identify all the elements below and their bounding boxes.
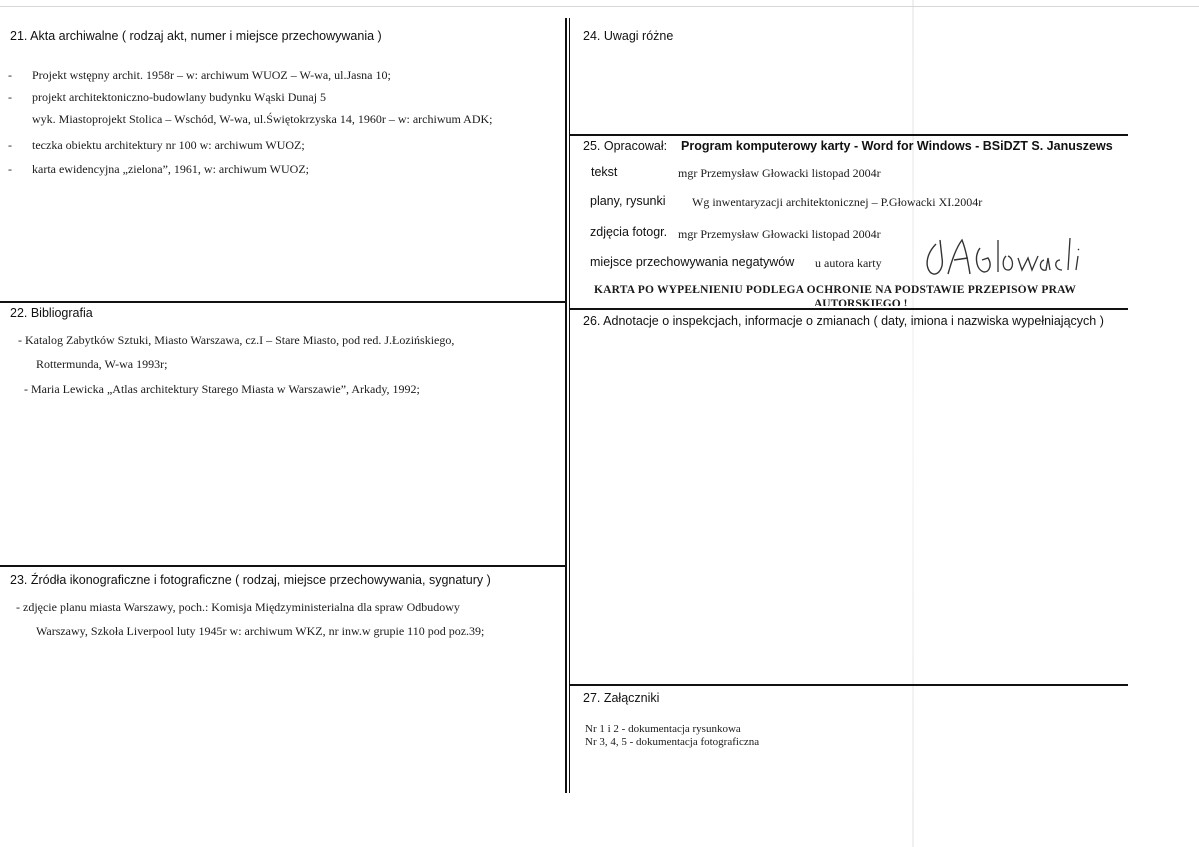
section-21-item: teczka obiektu architektury nr 100 w: archiwum WUOZ; [32,138,305,152]
copyright-notice [594,284,1128,306]
author-row-value: mgr Przemysław Głowacki listopad 2004r [678,166,881,180]
section-21-item: Projekt wstępny archit. 1958r – w: archiwum WUOZ – W-wa, ul.Jasna 10; [32,68,391,82]
section-26-title: 26. Adnotacje o inspekcjach, informacje o zmianach ( daty, imiona i nazwiska wypełniających ) [583,314,1104,328]
top-edge-line [0,6,1199,7]
program-info: Program komputerowy karty - Word for Windows - BSiDZT S. Januszews [681,139,1113,153]
bullet-dash: - [8,68,12,82]
bullet-dash: - [8,138,12,152]
section-22-item: - Maria Lewicka „Atlas architektury Starego Miasta w Warszawie”, Arkady, 1992; [24,382,420,396]
section-21-title: 21. Akta archiwalne ( rodzaj akt, numer i miejsce przechowywania ) [10,29,382,43]
plans-row-label: plany, rysunki [590,194,666,208]
bullet-dash: - [8,162,12,176]
section-21-item-continuation: wyk. Miastoprojekt Stolica – Wschód, W-wa, ul.Świętokrzyska 14, 1960r – w: archiwum ADK; [32,112,493,126]
section-25-top-rule [570,134,1128,136]
copyright-notice-line1: KARTA PO WYPEŁNIENIU PODLEGA OCHRONIE NA PODSTAWIE PRZEPISÓW PRAW [594,284,1077,296]
column-divider-line [565,18,567,793]
section-24-title: 24. Uwagi różne [583,29,674,43]
section-27-top-rule [570,684,1128,686]
negatives-row-label: miejsce przechowywania negatywów [590,255,795,269]
section-27-title: 27. Załączniki [583,691,660,705]
bullet-dash: - [8,90,12,104]
attachment-item: Nr 3, 4, 5 - dokumentacja fotograficzna [585,736,760,748]
section-21-item: karta ewidencyjna „zielona”, 1961, w: archiwum WUOZ; [32,162,310,176]
paper-fold-crease [912,0,914,847]
copyright-notice-line2: AUTORSKIEGO ! [814,298,908,306]
section-21-item: projekt architektoniczno-budowlany budynku Wąski Dunaj 5 [32,90,327,104]
section-22-title: 22. Bibliografia [10,306,93,320]
section-23-item: - zdjęcie planu miasta Warszawy, poch.: Komisja Międzyministerialna dla spraw Odbudowy [16,600,460,614]
author-row-label: tekst [591,165,618,179]
negatives-row-value: u autora karty [815,256,882,270]
attachment-item: Nr 1 i 2 - dokumentacja rysunkowa [585,723,741,735]
section-25-label: 25. Opracował: [583,139,668,153]
handwritten-signature-image [918,230,1088,280]
section-26-top-rule [570,308,1128,310]
plans-row-value: Wg inwentaryzacji architektonicznej – P.Głowacki XI.2004r [692,195,983,209]
photos-row-value: mgr Przemysław Głowacki listopad 2004r [678,227,881,241]
section-22-top-rule [0,301,567,303]
section-23-item-continuation: Warszawy, Szkoła Liverpool luty 1945r w: archiwum WKZ, nr inw.w grupie 110 pod poz.39; [36,624,485,638]
section-23-title: 23. Źródła ikonograficzne i fotograficzne ( rodzaj, miejsce przechowywania, sygnatury ) [10,573,491,587]
section-22-item: - Katalog Zabytków Sztuki, Miasto Warszawa, cz.I – Stare Miasto, pod red. J.Łozińskiego, [18,333,455,347]
section-25-header [583,139,1128,157]
photos-row-label: zdjęcia fotogr. [590,225,668,239]
section-23-top-rule [0,565,567,567]
section-22-item-continuation: Rottermunda, W-wa 1993r; [36,357,168,371]
